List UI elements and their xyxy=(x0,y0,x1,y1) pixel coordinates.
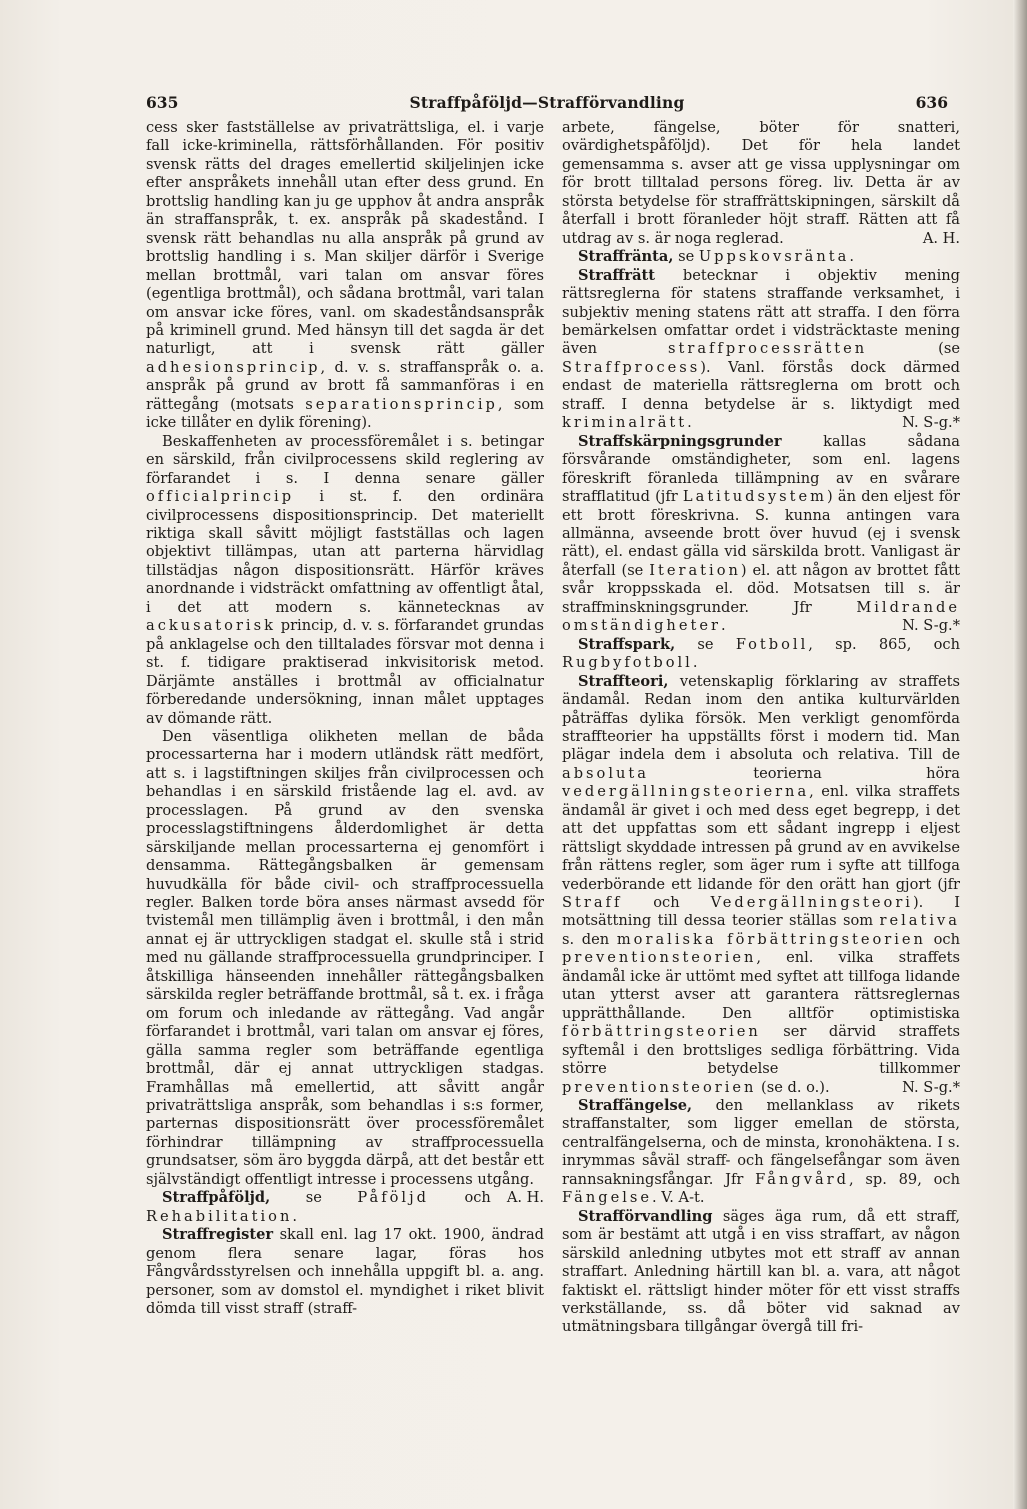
entry-straffskarpningsgrunder: Straffskärpningsgrunder kallas sådana försvårande omständigheter, som enl. lagens föreskrift föranleda tillämpning av en svårare strafflatitud (jfr Latitudsystem) än den eljest för ett brott föreskrivna. S. kunna antingen vara allmänna, avseende brott över huvud (ej i svensk rätt), el. endast gälla vid särskilda brott. Vanligast är återfall (se Iteration) el. att någon av brottet fått svår kroppsskada el. död. Motsatsen till s. är straffminskningsgrunder. Jfr Mildrande omständigheter. N. S-g.* xyxy=(562,432,961,635)
spaced-term: preventionsteorien xyxy=(562,1078,757,1096)
cross-reference: Vedergällningsteori xyxy=(710,894,913,912)
cross-reference: Fängelse xyxy=(562,1189,653,1207)
paragraph: Den väsentliga olikheten mellan de båda processarterna har i modern utländsk rätt medfört, att s. i lagstiftningen skiljes från civilprocessen och behandlas i en särskild fristående lag el. avd. av processlagen. På grund av den svenska processlagstiftningens ålderdomlighet är detta särskiljande mellan processarterna ej genomfört i densamma. Rättegångsbalken är gemensam huvudkälla för både civil- och straffprocessuella regler. Balken torde böra anses närmast avsedd för tvistemål men tillämplig även i brottmål, i den mån annat ej är uttryckligen stadgat el. skulle stå i strid med nu gällande straffprocessuella grundprinciper. I åtskilliga hänseenden innehåller rättegångsbalken särskilda regler beträffande brottmål, så t. ex. i fråga om forum och inledande av rättegång. Vad angår förfarandet i brottmål, vari talan om ansvar ej föres, gälla samma regler som beträffande egentliga brottmål, där ej annat uttryckligen stadgas. Framhållas må emellertid, att såvitt angår privaträttsliga anspråk, som behandlas i s:s former, parternas dispositionsrätt över processföremålet förhindrar tillämpning av straffprocessuella grundsatser, söm äro byggda därpå, att det består ett självständigt offentligt intresse i processens utgång. A. H. xyxy=(146,727,544,1207)
entry-straffratt: Straffrätt betecknar i objektiv mening rättsreglerna för statens straffande verksamhet, i subjektiv mening statens rätt att straffa. I den förra bemärkelsen omfattar ordet i vidsträcktaste mening även straffprocessrätten (se Straffprocess). Vanl. förstås dock därmed endast de materiella rättsreglerna om brott och straff. I denna betydelse är s. liktydigt med kriminalrätt. N. S-g.* xyxy=(562,266,960,432)
running-title: Straffpåföljd—Strafförvandling xyxy=(409,93,685,112)
spaced-term: moraliska förbättringsteorien xyxy=(616,930,926,948)
author-signature: A. H. xyxy=(506,1189,544,1207)
spaced-term: relativa xyxy=(879,912,960,930)
entry-straffteori: Straffteori, vetenskaplig förklaring av straffets ändamål. Redan inom den antika kulturvärlden påträffas dylika försök. Men verkligt genomförda straffteorier ha uppställts först i modern tid. Man plägar indela dem i absoluta och relativa. Till de absoluta teorierna höra vedergällningsteorierna, enl. vilka straffets ändamål är givet i och med dess eget begrepp, i det att det uppfattas som ett sådant ingrepp i eljest rättsligt skyddade intressen på grund av en avvikelse från rättens regler, som äger rum i syfte att tillfoga vederbörande ett lidande för den orätt han gjort (jfr Straff och Vedergällningsteori). I motsättning till dessa teorier ställas som relativa s. den moraliska förbättringsteorien och preventionsteorien, enl. vilka straffets ändamål icke är uttömt med syftet att tillfoga lidande utan ytterst avser att garantera rättsreglernas upprätthållande. Den alltför optimistiska förbättringsteorien ser därvid straffets syftemål i den brottsliges sedliga förbättring. Vida större betydelse tillkommer preventionsteorien (se d. o.). N. S-g.* xyxy=(562,672,960,1096)
page-number-left: 635 xyxy=(146,93,179,112)
spaced-term: adhesionsprincip xyxy=(146,358,321,376)
entry-headword: Straffteori, xyxy=(578,672,669,690)
entry-headword: Straffrätt xyxy=(578,266,656,284)
author-signature: N. S-g.* xyxy=(902,617,960,635)
entry-headword: Straffregister xyxy=(162,1226,274,1244)
entry-headword: Straffpåföljd, xyxy=(162,1189,271,1207)
cross-reference: Rehabilitation xyxy=(146,1207,293,1225)
cross-reference: Latitudsystem xyxy=(682,488,828,506)
paragraph: Beskaffenheten av processföremålet i s. betingar en särskild, från civilprocessens skild reglering av förfarandet i s. I denna senare gäller officialprincip i st. f. den ordinära civilprocessens dispositionsprincip. Det materiellt riktiga skall såvitt möjligt fastställas och lagen objektivt tillämpas, utan att parterna härvidlag tillstädjas någon dispositionsrätt. Härför kräves anordnande i vidsträckt omfattning av offentligt åtal, i det att modern s. kännetecknas av ackusatorisk princip, d. v. s. förfarandet grundas på anklagelse och den tilltalades försvar mot denna i st. f. tidigare praktiserad inkvisitorisk metod. Därjämte anställes i brottmål av officialnatur förberedande undersökning, innan målet upptages av dömande rätt. xyxy=(146,432,544,727)
author-signature: N. S-g.* xyxy=(902,414,960,432)
cross-reference: Rugbyfotboll xyxy=(562,654,693,672)
entry-headword: Straffskärpningsgrunder xyxy=(578,432,782,450)
entry-straffspark: Straffspark, se Fotboll, sp. 865, och Rugbyfotboll. xyxy=(562,635,960,672)
left-column xyxy=(146,119,544,1318)
paragraph-continuation: cess sker fastställelse av privaträttsliga, el. i varje fall icke-kriminella, rättsförhållanden. För positiv svensk rätts del drages emellertid skiljelinjen icke efter anspråkets innehåll utan efter dess grund. En brottslig handling kan ju ge upphov åt andra anspråk än straffanspråk, t. ex. anspråk på skadestånd. I svensk rätt behandlas nu alla anspråk på grund av brottslig handling i s. Man skiljer därför i Sverige mellan brottmål, vari talan om ansvar föres (egentliga brottmål), och sådana brottmål, vari talan om ansvar icke föres, vanl. om skadeståndsanspråk på kriminell grund. Med hänsyn till det sagda är det naturligt, att i svensk rätt gäller adhesionsprincip, d. v. s. straffanspråk o. a. anspråk på grund av brott få sammanföras i en rättegång (motsats separationsprincip, som icke tillåter en dylik förening). xyxy=(146,119,544,432)
spaced-term: absoluta xyxy=(562,764,649,782)
spaced-term: preventionsteorien xyxy=(562,949,757,967)
cross-reference: Mildrande omständigheter xyxy=(562,598,960,635)
entry-straffpafoljd: Straffpåföljd, se Påföljd och Rehabilitation. xyxy=(146,1189,491,1225)
entry-straffranta: Straffränta, se Uppskovsränta. xyxy=(578,248,854,266)
cross-reference: Iteration xyxy=(649,561,741,579)
spaced-term: förbättringsteorien xyxy=(562,1023,761,1041)
entry-headword: Straffängelse, xyxy=(578,1097,693,1115)
page-edge-shadow xyxy=(1013,0,1027,1509)
entry-straffangelse: Straffängelse, den mellanklass av rikets straffanstalter, som ligger emellan de största, centralfängelserna, och de minsta, kronohäktena. I s. inrymmas såväl straff- och fängelsefångar som även rannsakningsfångar. Jfr Fångvård, sp. 89, och Fängelse. V. A-t. xyxy=(562,1097,960,1207)
cross-reference: Fotboll xyxy=(735,635,809,653)
paragraph-continuation: arbete, fängelse, böter för snatteri, ovärdighetspåföljd). Det för hela landet gemensamma s. avser att ge vissa upplysningar om för brott tilltalad persons föreg. liv. Detta är av största betydelse för straffrättskipningen, särskilt då återfall i brott föranleder höjt straff. Rätten att få utdrag av s. är noga reglerad. A. H. xyxy=(562,119,960,247)
spaced-term: separationsprincip xyxy=(305,395,498,413)
right-column xyxy=(562,119,960,1337)
page-header xyxy=(146,93,948,113)
cross-reference: Straff xyxy=(562,894,623,912)
cross-reference: Uppskovsränta xyxy=(698,248,850,266)
spaced-term: officialprincip xyxy=(146,488,295,506)
spaced-term: straffprocessrätten xyxy=(668,340,868,358)
author-signature: N. S-g.* xyxy=(902,1078,960,1096)
entry-headword: Straffspark, xyxy=(578,635,676,653)
entry-straffregister: Straffregister skall enl. lag 17 okt. 1900, ändrad genom flera senare lagar, föras hos Fångvårdsstyrelsen och innehålla uppgift bl. a. ang. personer, som av domstol el. myndighet i riket blivit dömda till visst straff (straff- xyxy=(146,1226,544,1317)
spaced-term: ackusatorisk xyxy=(146,617,276,635)
entry-headword: Straffränta, xyxy=(578,248,674,266)
cross-reference: Påföljd xyxy=(357,1189,429,1207)
entry-headword: Strafförvandling xyxy=(578,1207,713,1225)
cross-reference: Straffprocess xyxy=(562,358,701,376)
entry-strafforvandling: Strafförvandling säges äga rum, då ett straff, som är bestämt att utgå i en viss straffart, av någon särskild anledning utbytes mot ett straff av annan straffart. Anledning härtill kan bl. a. vara, att något faktiskt el. rättsligt hinder möter för ett visst straffs verkställande, ss. då böter vid saknad av utmätningsbara tillgångar övergå till fri- xyxy=(562,1207,960,1336)
spaced-term: vedergällningsteorierna xyxy=(562,783,810,801)
spaced-term: kriminalrätt xyxy=(562,414,688,432)
page-number-right: 636 xyxy=(915,93,948,112)
cross-reference: Fångvård xyxy=(755,1170,849,1188)
author-signature: A. H. xyxy=(922,229,960,247)
